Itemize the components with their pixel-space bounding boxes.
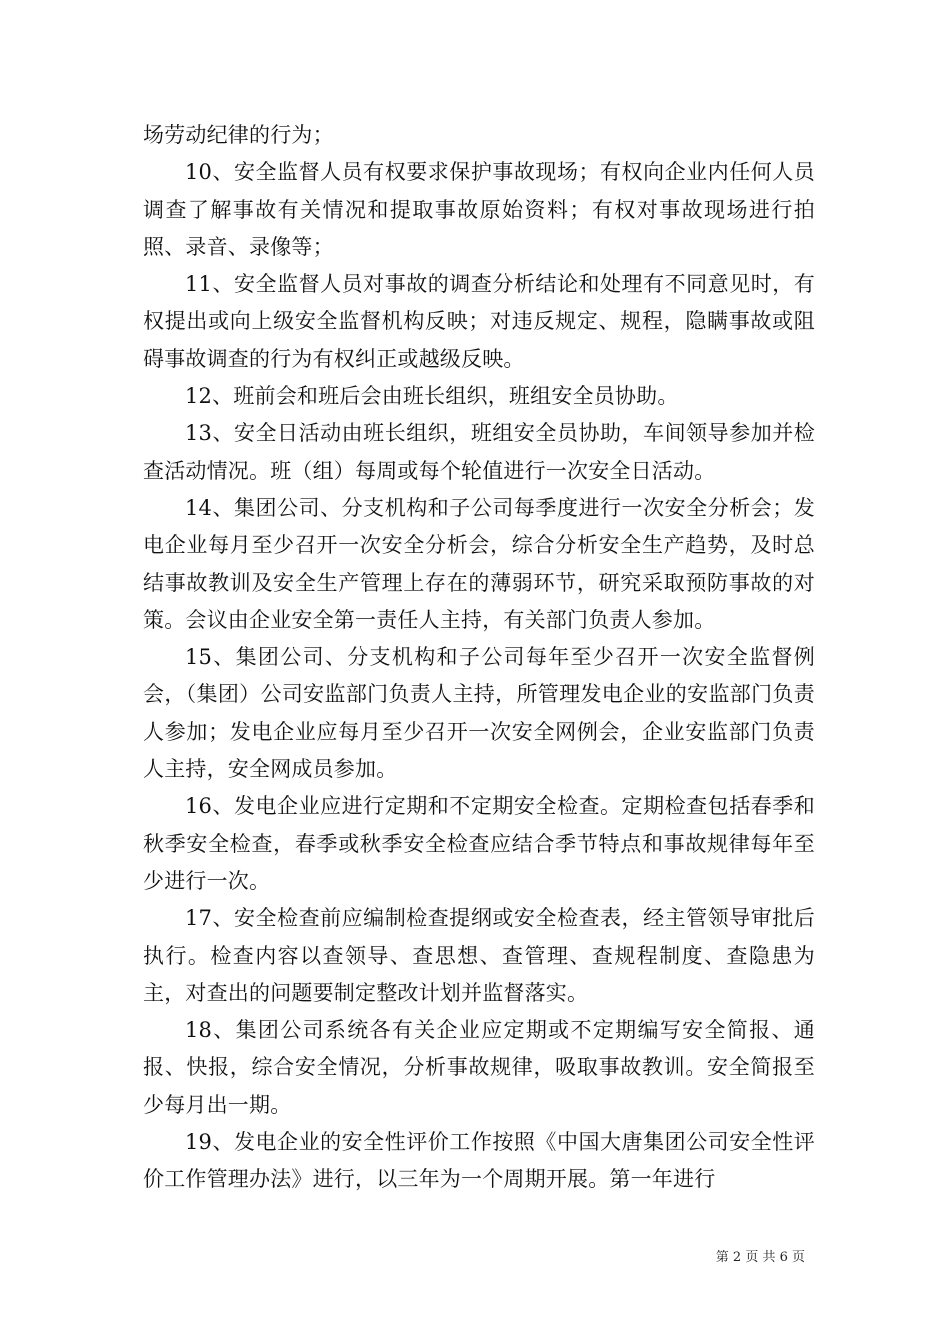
paragraph-item-10: 10、安全监督人员有权要求保护事故现场；有权向企业内任何人员调查了解事故有关情况和提取事故原始资料；有权对事故现场进行拍照、录音、录像等； bbox=[143, 160, 815, 259]
paragraph-item-12: 12、班前会和班后会由班长组织，班组安全员协助。 bbox=[185, 384, 679, 409]
paragraph-item-16: 16、发电企业应进行定期和不定期安全检查。定期检查包括春季和秋季安全检查，春季或秋季安全检查应结合季节特点和事故规律每年至少进行一次。 bbox=[143, 794, 815, 893]
paragraph-item-11: 11、安全监督人员对事故的调查分析结论和处理有不同意见时，有权提出或向上级安全监督机构反映；对违反规定、规程，隐瞒事故或阻碍事故调查的行为有权纠正或越级反映。 bbox=[143, 272, 815, 371]
paragraph-item-17: 17、安全检查前应编制检查提纲或安全检查表，经主管领导审批后执行。检查内容以查领导、查思想、查管理、查规程制度、查隐患为主，对查出的问题要制定整改计划并监督落实。 bbox=[143, 906, 815, 1005]
paragraph-item-19: 19、发电企业的安全性评价工作按照《中国大唐集团公司安全性评价工作管理办法》进行，以三年为一个周期开展。第一年进行 bbox=[143, 1130, 815, 1192]
paragraph-continuation: 场劳动纪律的行为； bbox=[143, 123, 334, 147]
paragraph-item-18: 18、集团公司系统各有关企业应定期或不定期编写安全简报、通报、快报，综合安全情况，分析事故规律，吸取事故教训。安全简报至少每月出一期。 bbox=[143, 1018, 815, 1117]
page-number-footer: 第 2 页 共 6 页 bbox=[715, 1250, 805, 1265]
paragraph-item-14: 14、集团公司、分支机构和子公司每季度进行一次安全分析会；发电企业每月至少召开一次安全分析会，综合分析安全生产趋势，及时总结事故教训及安全生产管理上存在的薄弱环节，研究采取预防事故的对策。会议由企业安全第一责任人主持，有关部门负责人参加。 bbox=[143, 495, 815, 632]
document-body bbox=[143, 117, 815, 1199]
paragraph-item-13: 13、安全日活动由班长组织，班组安全员协助，车间领导参加并检查活动情况。班（组）每周或每个轮值进行一次安全日活动。 bbox=[143, 421, 815, 483]
paragraph-item-15: 15、集团公司、分支机构和子公司每年至少召开一次安全监督例会，（集团）公司安监部门负责人主持，所管理发电企业的安监部门负责人参加；发电企业应每月至少召开一次安全网例会，企业安监部门负责人主持，安全网成员参加。 bbox=[143, 645, 815, 782]
